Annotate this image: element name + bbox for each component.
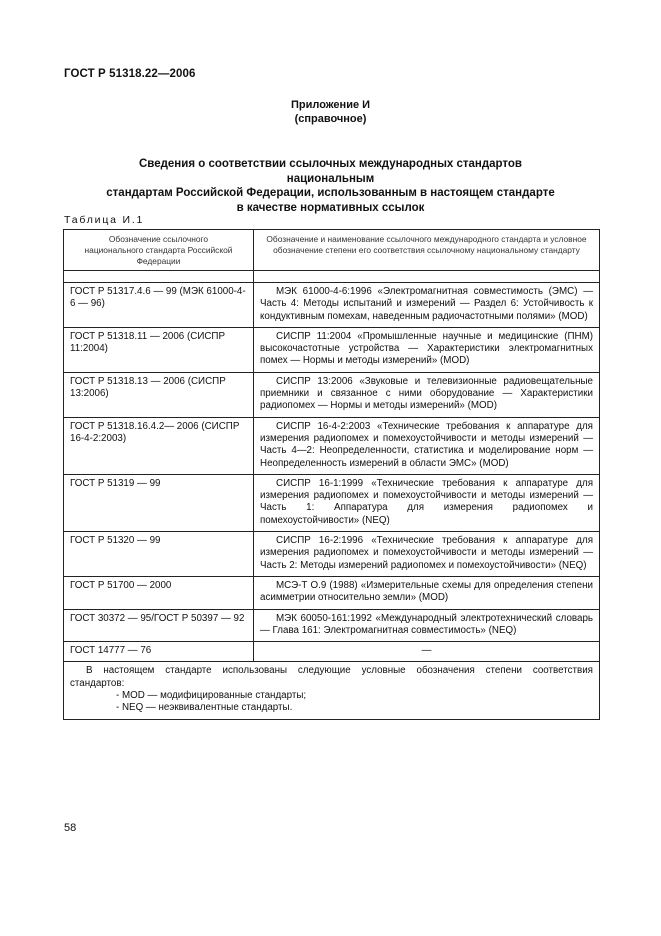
annex-title: Приложение И (290, 99, 371, 111)
national-standard-cell: ГОСТ Р 51317.4.6 — 99 (МЭК 61000-4-6 — 96) (64, 283, 254, 328)
table-row (64, 327, 600, 372)
spacer-row (64, 271, 600, 283)
annex-subtitle: (справочное) (294, 113, 367, 125)
national-standard-cell: ГОСТ Р 51318.16.4.2— 2006 (СИСПР 16-4-2:2003) (64, 417, 254, 474)
table-row (64, 576, 600, 609)
header-national-standard: Обозначение ссылочного национального стандарта Российской Федерации (64, 230, 254, 271)
international-standard-cell: СИСПР 16-4-2:2003 «Технические требования к аппаратуре для измерения радиопомех и помехоустойчивости и методы измерений — Часть 4—2: Неопределенности, статистика и моделирование норм — Неопределенность измерений в области ЭМС» (MOD) (254, 417, 600, 474)
international-standard-cell: МСЭ-Т О.9 (1988) «Измерительные схемы для определения степени асимметрии относительно земли» (MOD) (254, 576, 600, 609)
annex-section-title (100, 157, 561, 215)
table-footnote (64, 662, 600, 719)
table-header-row (64, 230, 600, 271)
annex-heading (0, 98, 661, 126)
table-row (64, 609, 600, 642)
national-standard-cell: ГОСТ Р 51320 — 99 (64, 532, 254, 577)
table-row (64, 372, 600, 417)
title-line-3: в качестве нормативных ссылок (236, 201, 425, 214)
document-code: ГОСТ Р 51318.22—2006 (64, 68, 196, 80)
national-standard-cell: ГОСТ Р 51318.13 — 2006 (СИСПР 13:2006) (64, 372, 254, 417)
international-standard-cell: СИСПР 11:2004 «Промышленные научные и медицинские (ПНМ) высокочастотные устройства — Характеристики электромагнитных помех — Нормы и методы измерений» (MOD) (254, 327, 600, 372)
international-standard-cell: МЭК 60050-161:1992 «Международный электротехнический словарь — Глава 161: Электромагнитная совместимость» (NEQ) (254, 609, 600, 642)
international-standard-cell: СИСПР 16-2:1996 «Технические требования к аппаратуре для измерения радиопомех и помехоустойчивости и методы измерений — Часть 2: Методы измерений радиопомех и помехоустойчивости» (NEQ) (254, 532, 600, 577)
title-line-1: Сведения о соответствии ссылочных международных стандартов национальным (138, 158, 522, 185)
international-standard-cell: — (254, 642, 600, 662)
table-row (64, 283, 600, 328)
table-label: Таблица И.1 (64, 214, 145, 226)
footnote-item-mod: - MOD — модифицированные стандарты; (116, 690, 307, 702)
international-standard-cell: СИСПР 13:2006 «Звуковые и телевизионные радиовещательные приемники и связанное с ними оборудование — Характеристики радиопомех — Нормы и методы измерений» (MOD) (254, 372, 600, 417)
header-international-standard: Обозначение и наименование ссылочного международного стандарта и условное обозначение степени его соответствия ссылочному национальному стандарту (254, 230, 600, 271)
page-number: 58 (64, 822, 77, 834)
standards-correspondence-table (63, 229, 600, 720)
table-row (64, 474, 600, 531)
national-standard-cell: ГОСТ Р 51319 — 99 (64, 474, 254, 531)
title-line-2: стандартам Российской Федерации, использованным в настоящем стандарте (106, 187, 555, 199)
international-standard-cell: СИСПР 16-1:1999 «Технические требования к аппаратуре для измерения радиопомех и помехоустойчивости и методы измерений — Часть 1: Аппаратура для измерения радиопомех и помехоустойчивости» (NEQ) (254, 474, 600, 531)
table-row (64, 417, 600, 474)
table-footnote-row (64, 662, 600, 719)
footnote-item-neq: - NEQ — неэквивалентные стандарты. (116, 702, 293, 714)
national-standard-cell: ГОСТ 30372 — 95/ГОСТ Р 50397 — 92 (64, 609, 254, 642)
national-standard-cell: ГОСТ 14777 — 76 (64, 642, 254, 662)
international-standard-cell: МЭК 61000-4-6:1996 «Электромагнитная совместимость (ЭМС) — Часть 4: Методы испытаний и измерений — Раздел 6: Устойчивость к кондуктивным помехам, наведенным радиочастотными полями» (MOD) (254, 283, 600, 328)
national-standard-cell: ГОСТ Р 51700 — 2000 (64, 576, 254, 609)
table-row (64, 642, 600, 662)
national-standard-cell: ГОСТ Р 51318.11 — 2006 (СИСПР 11:2004) (64, 327, 254, 372)
footnote-intro: В настоящем стандарте использованы следующие условные обозначения степени соответствия стандартов: (70, 665, 593, 689)
table-row (64, 532, 600, 577)
